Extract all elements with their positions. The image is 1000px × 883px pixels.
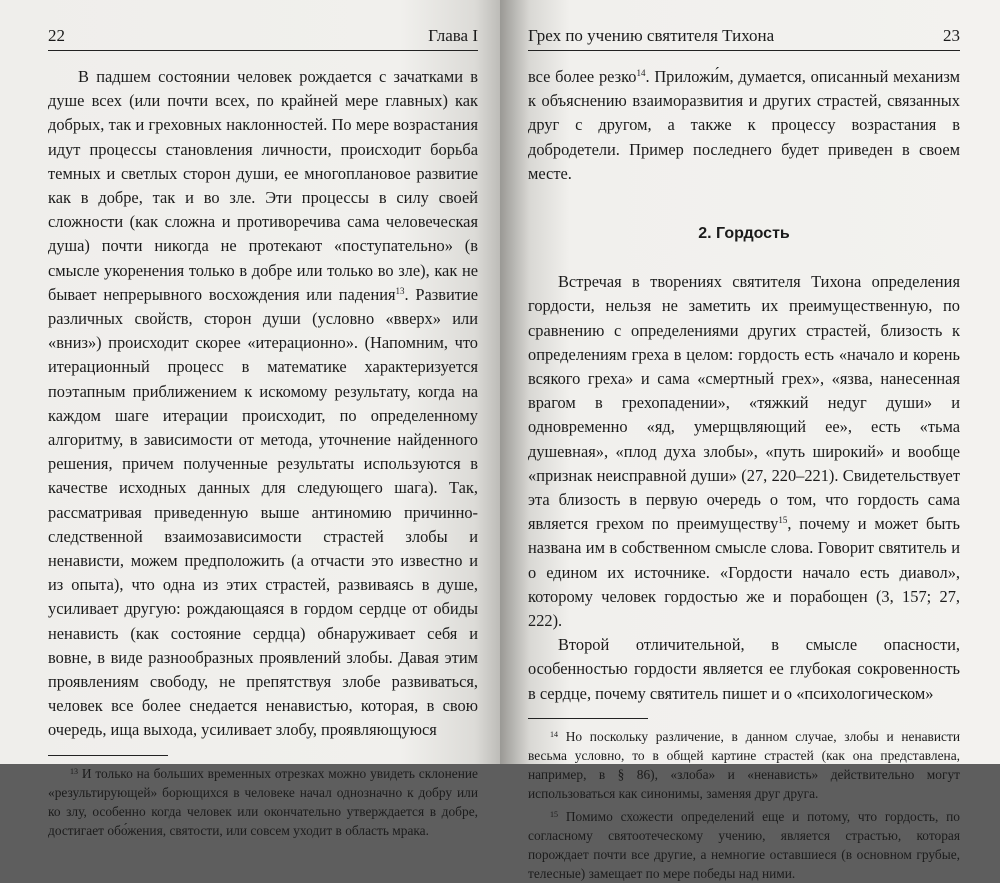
right-page <box>500 0 1000 881</box>
footnote-ref-13: 13 <box>395 285 405 296</box>
footnote-14: $^{14}$ Но поскольку различение, в данном случае, злобы и ненависти весьма условно, то в общей картине страстей (как она представлена, например, в § 86), «злоба» и «ненависть» действительно могут использоваться как синонимы, заменяя друг друга. <box>528 728 961 801</box>
right-running-head <box>528 18 960 51</box>
right-body-text <box>528 65 960 706</box>
footnote-rule-right <box>528 718 648 719</box>
footnote-13: $^{13}$ И только на больших временных отрезках можно увидеть склонение «результирующей» борющихся в человеке начал однозначно к добру или ко злу, особенно когда человек или окончательно утверждается в добре, достигает обо́жения, святости, или совсем уходит в область мрака. <box>48 765 478 838</box>
right-paragraph-1: Встречая в творениях святителя Тихона определения гордости, нельзя не заметить их преимущественную, по сравнению с определениями других страстей, близость к определениям греха в целом: гордость есть «начало и корень всякого греха» и сама «смертный грех», «язва, нанесенная врагом в грехопадении», «тяжкий недуг души» и одновременно «яд, умерщвляющий ее», есть «тьма душевная», «плод духа злобы», «путь широкий» и вообще «признак неисправной души» (27, 220–221). Свидетельствует эта близость в первую очередь о том, что гордость сама является грехом по преимуществу$^{15}$, почему и может быть названа им в собственном смысле слова. Говорит святитель и о едином их источнике. «Гордости начало есть диавол», которому человек гордостью же и порабощен (3, 157; 27, 222). <box>528 272 960 631</box>
footnote-ref-14: 14 <box>636 68 646 78</box>
right-paragraph-continuation: все более резко$^{14}$. Приложи́м, думается, описанный механизм к объяснению взаиморазвития и других страстей, связанных друг с другом, а также к процессу возрастания в добродетели. Пример последнего будет приведен в своем месте. <box>528 67 961 183</box>
left-paragraph-1: В падшем состоянии человек рождается с зачатками в душе всех (или почти всех, по крайней мере главных) как добрых, так и греховных наклонностей. По мере возрастания идут процессы становления личности, происходит борьба темных и светлых сторон души, ее многоплановое развитие как в добре, так и во зле. Эти процессы в силу своей сложности (как сложна и противоречива сама человеческая душа) почти никогда не протекают «поступательно» (в смысле укоренения только в добре или только во зле), как не бывает непрерывного восхождения или падения$^{13}$. Развитие различных свойств, сторон души (условно «вверх» или «вниз») происходит скорее «итерационно». (Напомним, что итерационный процесс в математике характеризуется поэтапным приближением к искомому результату, когда на каждом шаге итерации происходит, по определенному алгоритму, в зависимости от метода, уточнение найденного решения, причем полученные результаты используются в качестве исходных данных для следующего шага). Так, рассматривая приведенную выше антиномию причинно-следственной взаимозависимости страстей злобы и ненависти, можем предположить (а отчасти это известно и из опыта), что одна из этих страстей, развиваясь в душе, усиливает другую: рождающаяся в гордом сердце от обиды ненависть (как состояние сердца) обнаруживает себя и вовне, в виде разнообразных проявлений злобы. Давая этим проявлениям свободу, не препятствуя злобе развиваться, человек все более снедается ненавистью, которая, в свою очередь, ища выхода, усиливает злобу, проявляющуюся <box>48 67 478 740</box>
footnote-ref-15: 15 <box>778 515 788 526</box>
page-number-left: 22 <box>48 26 65 45</box>
section-heading: 2. Гордость <box>698 225 790 243</box>
page-number-right: 23 <box>943 26 960 45</box>
left-running-head <box>48 18 478 51</box>
left-body-text <box>48 65 478 743</box>
right-paragraph-2: Второй отличительной, в смысле опасности, особенностью гордости является ее глубокая сокровенность в сердце, почему святитель пишет и о «психологическом» <box>528 635 960 703</box>
footnote-rule-left <box>48 755 168 756</box>
left-page <box>0 0 500 838</box>
footnote-15: $^{15}$ Помимо схожести определений еще и потому, что гордость, по согласному святоотеческому учению, является страстью, которая порождает почти все другие, а немногие оставшиеся (в основном грубые, телесные) замещает по мере победы над ними. <box>528 808 960 881</box>
section-running-title: Грех по учению святителя Тихона <box>528 26 775 45</box>
chapter-title: Глава I <box>428 26 478 45</box>
